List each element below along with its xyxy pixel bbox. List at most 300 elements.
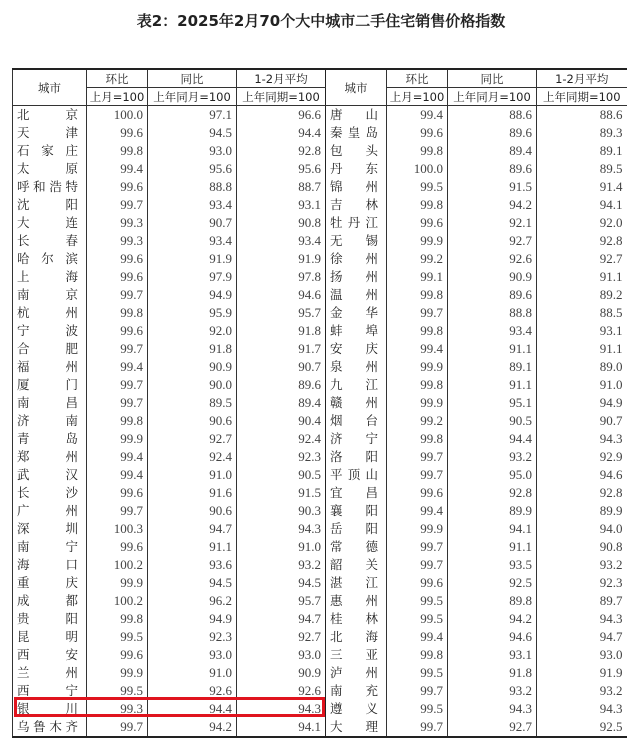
right-city-cell: 徐州	[326, 250, 387, 268]
left-mom-cell: 100.2	[87, 556, 148, 574]
right-city-cell: 牡丹江	[326, 214, 387, 232]
left-city-cell: 广州	[13, 502, 87, 520]
right-city-cell: 赣州	[326, 394, 387, 412]
header-yoy: 同比	[448, 69, 537, 88]
right-yoy-cell: 94.2	[448, 196, 537, 214]
right-city-cell: 岳阳	[326, 520, 387, 538]
right-yoy-cell: 93.1	[448, 646, 537, 664]
left-yoy-cell: 92.4	[148, 448, 237, 466]
left-mom-cell: 99.7	[87, 718, 148, 737]
left-avg-cell: 97.8	[237, 268, 326, 286]
right-avg-cell: 91.1	[537, 268, 627, 286]
left-yoy-cell: 90.9	[148, 358, 237, 376]
right-avg-cell: 91.1	[537, 340, 627, 358]
left-avg-cell: 91.0	[237, 538, 326, 556]
left-yoy-cell: 97.9	[148, 268, 237, 286]
header-city: 城市	[326, 69, 387, 106]
left-mom-cell: 99.6	[87, 484, 148, 502]
left-yoy-cell: 93.0	[148, 646, 237, 664]
left-mom-cell: 99.3	[87, 232, 148, 250]
table-row	[13, 142, 627, 160]
left-city-cell: 兰州	[13, 664, 87, 682]
right-mom-cell: 99.7	[387, 466, 448, 484]
left-avg-cell: 92.7	[237, 628, 326, 646]
left-yoy-cell: 93.0	[148, 142, 237, 160]
page-title: 表2：2025年2月70个大中城市二手住宅销售价格指数	[136, 12, 506, 30]
right-avg-cell: 94.0	[537, 520, 627, 538]
left-mom-cell: 99.8	[87, 142, 148, 160]
left-avg-cell: 94.3	[237, 520, 326, 538]
left-mom-cell: 99.4	[87, 448, 148, 466]
table-row	[13, 502, 627, 520]
right-mom-cell: 99.2	[387, 412, 448, 430]
left-avg-cell: 95.7	[237, 592, 326, 610]
left-avg-cell: 92.6	[237, 682, 326, 700]
right-mom-cell: 99.8	[387, 196, 448, 214]
header-mom-base: 上月=100	[87, 88, 148, 106]
right-avg-cell: 89.0	[537, 358, 627, 376]
right-mom-cell: 99.5	[387, 664, 448, 682]
left-mom-cell: 99.6	[87, 178, 148, 196]
left-avg-cell: 91.8	[237, 322, 326, 340]
right-mom-cell: 99.6	[387, 214, 448, 232]
header-city: 城市	[13, 69, 87, 106]
right-avg-cell: 92.8	[537, 232, 627, 250]
right-avg-cell: 94.3	[537, 610, 627, 628]
right-avg-cell: 90.7	[537, 412, 627, 430]
right-avg-cell: 94.9	[537, 394, 627, 412]
right-mom-cell: 99.6	[387, 574, 448, 592]
table-body	[13, 106, 627, 738]
left-avg-cell: 89.4	[237, 394, 326, 412]
right-yoy-cell: 88.6	[448, 106, 537, 125]
left-yoy-cell: 91.0	[148, 466, 237, 484]
right-mom-cell: 99.5	[387, 592, 448, 610]
right-avg-cell: 93.2	[537, 682, 627, 700]
left-city-cell: 深圳	[13, 520, 87, 538]
right-yoy-cell: 94.3	[448, 700, 537, 718]
right-mom-cell: 99.8	[387, 286, 448, 304]
left-mom-cell: 100.3	[87, 520, 148, 538]
right-avg-cell: 92.5	[537, 718, 627, 737]
right-mom-cell: 99.6	[387, 484, 448, 502]
header-yoy-base: 上年同月=100	[148, 88, 237, 106]
left-city-cell: 乌鲁木齐	[13, 718, 87, 737]
table-row	[13, 484, 627, 502]
left-yoy-cell: 95.9	[148, 304, 237, 322]
left-city-cell: 宁波	[13, 322, 87, 340]
left-avg-cell: 92.4	[237, 430, 326, 448]
header-mom: 环比	[87, 69, 148, 88]
left-city-cell: 银川	[13, 700, 87, 718]
right-avg-cell: 93.1	[537, 322, 627, 340]
left-avg-cell: 94.1	[237, 718, 326, 737]
left-mom-cell: 99.6	[87, 250, 148, 268]
left-mom-cell: 99.5	[87, 682, 148, 700]
left-avg-cell: 90.3	[237, 502, 326, 520]
right-city-cell: 济宁	[326, 430, 387, 448]
left-yoy-cell: 91.8	[148, 340, 237, 358]
right-yoy-cell: 92.7	[448, 718, 537, 737]
right-yoy-cell: 91.1	[448, 538, 537, 556]
left-yoy-cell: 90.0	[148, 376, 237, 394]
right-yoy-cell: 89.6	[448, 286, 537, 304]
left-yoy-cell: 94.4	[148, 700, 237, 718]
left-mom-cell: 99.7	[87, 502, 148, 520]
right-yoy-cell: 92.7	[448, 232, 537, 250]
left-yoy-cell: 94.5	[148, 574, 237, 592]
right-avg-cell: 88.6	[537, 106, 627, 125]
right-mom-cell: 99.7	[387, 448, 448, 466]
right-mom-cell: 99.4	[387, 502, 448, 520]
right-avg-cell: 94.3	[537, 700, 627, 718]
right-city-cell: 桂林	[326, 610, 387, 628]
left-mom-cell: 99.6	[87, 268, 148, 286]
right-city-cell: 三亚	[326, 646, 387, 664]
table-row	[13, 214, 627, 232]
right-yoy-cell: 94.6	[448, 628, 537, 646]
left-city-cell: 长春	[13, 232, 87, 250]
right-yoy-cell: 89.8	[448, 592, 537, 610]
right-yoy-cell: 89.6	[448, 160, 537, 178]
left-yoy-cell: 97.1	[148, 106, 237, 125]
right-city-cell: 洛阳	[326, 448, 387, 466]
left-avg-cell: 91.5	[237, 484, 326, 502]
right-yoy-cell: 91.5	[448, 178, 537, 196]
left-avg-cell: 94.7	[237, 610, 326, 628]
right-yoy-cell: 95.1	[448, 394, 537, 412]
left-mom-cell: 99.7	[87, 340, 148, 358]
left-city-cell: 上海	[13, 268, 87, 286]
left-mom-cell: 99.4	[87, 466, 148, 484]
left-yoy-cell: 93.4	[148, 232, 237, 250]
right-yoy-cell: 91.1	[448, 376, 537, 394]
right-mom-cell: 99.7	[387, 304, 448, 322]
right-avg-cell: 92.8	[537, 484, 627, 502]
left-mom-cell: 99.5	[87, 628, 148, 646]
right-yoy-cell: 90.5	[448, 412, 537, 430]
right-mom-cell: 100.0	[387, 160, 448, 178]
left-avg-cell: 96.6	[237, 106, 326, 125]
table-row	[13, 232, 627, 250]
right-city-cell: 韶关	[326, 556, 387, 574]
left-mom-cell: 99.6	[87, 322, 148, 340]
left-avg-cell: 94.3	[237, 700, 326, 718]
right-avg-cell: 93.2	[537, 556, 627, 574]
left-city-cell: 大连	[13, 214, 87, 232]
right-city-cell: 北海	[326, 628, 387, 646]
left-mom-cell: 99.7	[87, 376, 148, 394]
right-mom-cell: 99.7	[387, 538, 448, 556]
left-avg-cell: 93.0	[237, 646, 326, 664]
left-city-cell: 沈阳	[13, 196, 87, 214]
left-city-cell: 哈尔滨	[13, 250, 87, 268]
right-city-cell: 无锡	[326, 232, 387, 250]
left-city-cell: 南宁	[13, 538, 87, 556]
right-yoy-cell: 94.1	[448, 520, 537, 538]
left-yoy-cell: 90.6	[148, 412, 237, 430]
right-city-cell: 大理	[326, 718, 387, 737]
right-mom-cell: 99.6	[387, 124, 448, 142]
table-row	[13, 268, 627, 286]
left-yoy-cell: 96.2	[148, 592, 237, 610]
left-avg-cell: 95.6	[237, 160, 326, 178]
left-city-cell: 厦门	[13, 376, 87, 394]
right-mom-cell: 99.4	[387, 106, 448, 125]
left-mom-cell: 99.7	[87, 286, 148, 304]
right-avg-cell: 89.7	[537, 592, 627, 610]
left-city-cell: 昆明	[13, 628, 87, 646]
left-avg-cell: 95.7	[237, 304, 326, 322]
table-row	[13, 556, 627, 574]
right-city-cell: 吉林	[326, 196, 387, 214]
left-avg-cell: 90.5	[237, 466, 326, 484]
right-avg-cell: 91.4	[537, 178, 627, 196]
right-city-cell: 泸州	[326, 664, 387, 682]
left-yoy-cell: 90.7	[148, 214, 237, 232]
left-avg-cell: 90.8	[237, 214, 326, 232]
left-avg-cell: 94.6	[237, 286, 326, 304]
table-row	[13, 466, 627, 484]
right-mom-cell: 99.8	[387, 430, 448, 448]
left-yoy-cell: 89.5	[148, 394, 237, 412]
table-row	[13, 340, 627, 358]
left-avg-cell: 91.7	[237, 340, 326, 358]
left-mom-cell: 99.8	[87, 304, 148, 322]
right-city-cell: 烟台	[326, 412, 387, 430]
left-city-cell: 呼和浩特	[13, 178, 87, 196]
right-city-cell: 锦州	[326, 178, 387, 196]
left-mom-cell: 99.6	[87, 124, 148, 142]
left-yoy-cell: 88.8	[148, 178, 237, 196]
right-avg-cell: 92.9	[537, 448, 627, 466]
left-city-cell: 长沙	[13, 484, 87, 502]
right-city-cell: 唐山	[326, 106, 387, 125]
left-mom-cell: 99.9	[87, 430, 148, 448]
right-avg-cell: 94.3	[537, 430, 627, 448]
right-avg-cell: 94.7	[537, 628, 627, 646]
table-row	[13, 304, 627, 322]
table-row	[13, 196, 627, 214]
left-city-cell: 济南	[13, 412, 87, 430]
left-avg-cell: 93.1	[237, 196, 326, 214]
header-yoy: 同比	[148, 69, 237, 88]
left-yoy-cell: 94.9	[148, 610, 237, 628]
right-mom-cell: 99.5	[387, 178, 448, 196]
left-avg-cell: 94.5	[237, 574, 326, 592]
left-city-cell: 西安	[13, 646, 87, 664]
left-yoy-cell: 91.6	[148, 484, 237, 502]
right-yoy-cell: 92.8	[448, 484, 537, 502]
left-city-cell: 杭州	[13, 304, 87, 322]
header-avg: 1-2月平均	[237, 69, 326, 88]
right-yoy-cell: 91.1	[448, 340, 537, 358]
right-yoy-cell: 94.2	[448, 610, 537, 628]
right-city-cell: 湛江	[326, 574, 387, 592]
header-avg-base: 上年同期=100	[537, 88, 627, 106]
right-city-cell: 安庆	[326, 340, 387, 358]
table-row	[13, 448, 627, 466]
left-avg-cell: 93.2	[237, 556, 326, 574]
table-row	[13, 412, 627, 430]
right-avg-cell: 92.0	[537, 214, 627, 232]
left-avg-cell: 91.9	[237, 250, 326, 268]
right-avg-cell: 94.1	[537, 196, 627, 214]
header-avg: 1-2月平均	[537, 69, 627, 88]
right-mom-cell: 99.2	[387, 250, 448, 268]
left-yoy-cell: 93.6	[148, 556, 237, 574]
left-city-cell: 成都	[13, 592, 87, 610]
table-row	[13, 610, 627, 628]
left-city-cell: 海口	[13, 556, 87, 574]
left-yoy-cell: 94.5	[148, 124, 237, 142]
left-avg-cell: 92.3	[237, 448, 326, 466]
left-city-cell: 青岛	[13, 430, 87, 448]
right-avg-cell: 92.7	[537, 250, 627, 268]
left-mom-cell: 99.6	[87, 538, 148, 556]
right-yoy-cell: 89.9	[448, 502, 537, 520]
left-city-cell: 郑州	[13, 448, 87, 466]
left-mom-cell: 99.8	[87, 610, 148, 628]
left-mom-cell: 99.7	[87, 394, 148, 412]
right-mom-cell: 99.8	[387, 142, 448, 160]
left-avg-cell: 93.4	[237, 232, 326, 250]
right-city-cell: 包头	[326, 142, 387, 160]
right-avg-cell: 89.1	[537, 142, 627, 160]
header-avg-base: 上年同期=100	[237, 88, 326, 106]
left-mom-cell: 99.6	[87, 646, 148, 664]
right-yoy-cell: 92.6	[448, 250, 537, 268]
table-row	[13, 628, 627, 646]
highlight-box	[14, 697, 325, 717]
table-row	[13, 322, 627, 340]
right-city-cell: 九江	[326, 376, 387, 394]
right-yoy-cell: 93.2	[448, 448, 537, 466]
right-city-cell: 秦皇岛	[326, 124, 387, 142]
left-yoy-cell: 94.7	[148, 520, 237, 538]
right-yoy-cell: 90.9	[448, 268, 537, 286]
right-mom-cell: 99.4	[387, 340, 448, 358]
table-row	[13, 718, 627, 737]
right-yoy-cell: 91.8	[448, 664, 537, 682]
right-mom-cell: 99.9	[387, 394, 448, 412]
table-row	[13, 520, 627, 538]
right-city-cell: 南充	[326, 682, 387, 700]
right-avg-cell: 90.8	[537, 538, 627, 556]
right-yoy-cell: 92.1	[448, 214, 537, 232]
left-city-cell: 太原	[13, 160, 87, 178]
left-city-cell: 重庆	[13, 574, 87, 592]
left-yoy-cell: 93.4	[148, 196, 237, 214]
right-mom-cell: 99.4	[387, 628, 448, 646]
left-city-cell: 天津	[13, 124, 87, 142]
price-index-table	[12, 68, 627, 738]
left-city-cell: 福州	[13, 358, 87, 376]
right-avg-cell: 89.5	[537, 160, 627, 178]
table-row	[13, 664, 627, 682]
right-yoy-cell: 93.2	[448, 682, 537, 700]
table-row	[13, 160, 627, 178]
left-mom-cell: 99.7	[87, 196, 148, 214]
left-avg-cell: 90.4	[237, 412, 326, 430]
table-row	[13, 430, 627, 448]
right-city-cell: 温州	[326, 286, 387, 304]
left-city-cell: 武汉	[13, 466, 87, 484]
left-mom-cell: 99.4	[87, 358, 148, 376]
right-avg-cell: 91.9	[537, 664, 627, 682]
table-row	[13, 376, 627, 394]
table-row	[13, 124, 627, 142]
right-avg-cell: 92.3	[537, 574, 627, 592]
right-avg-cell: 93.0	[537, 646, 627, 664]
right-yoy-cell: 93.5	[448, 556, 537, 574]
right-avg-cell: 94.6	[537, 466, 627, 484]
left-mom-cell: 100.2	[87, 592, 148, 610]
right-avg-cell: 91.0	[537, 376, 627, 394]
right-mom-cell: 99.8	[387, 646, 448, 664]
right-city-cell: 襄阳	[326, 502, 387, 520]
left-yoy-cell: 94.2	[148, 718, 237, 737]
right-city-cell: 宜昌	[326, 484, 387, 502]
right-city-cell: 常德	[326, 538, 387, 556]
table-row	[13, 178, 627, 196]
left-city-cell: 南京	[13, 286, 87, 304]
right-city-cell: 蚌埠	[326, 322, 387, 340]
left-city-cell: 贵阳	[13, 610, 87, 628]
left-mom-cell: 99.3	[87, 700, 148, 718]
left-yoy-cell: 92.7	[148, 430, 237, 448]
header-yoy-base: 上年同月=100	[448, 88, 537, 106]
right-yoy-cell: 95.0	[448, 466, 537, 484]
left-yoy-cell: 92.6	[148, 682, 237, 700]
left-mom-cell: 99.9	[87, 574, 148, 592]
left-yoy-cell: 92.3	[148, 628, 237, 646]
right-mom-cell: 99.7	[387, 718, 448, 737]
table-row	[13, 250, 627, 268]
left-avg-cell: 92.8	[237, 142, 326, 160]
table-row	[13, 286, 627, 304]
right-yoy-cell: 89.6	[448, 124, 537, 142]
right-mom-cell: 99.7	[387, 556, 448, 574]
table-row	[13, 574, 627, 592]
left-avg-cell: 90.9	[237, 664, 326, 682]
right-avg-cell: 89.2	[537, 286, 627, 304]
left-city-cell: 北京	[13, 106, 87, 125]
left-yoy-cell: 91.1	[148, 538, 237, 556]
left-mom-cell: 99.8	[87, 412, 148, 430]
right-mom-cell: 99.9	[387, 358, 448, 376]
right-city-cell: 丹东	[326, 160, 387, 178]
left-mom-cell: 100.0	[87, 106, 148, 125]
right-avg-cell: 88.5	[537, 304, 627, 322]
table-row	[13, 394, 627, 412]
right-mom-cell: 99.9	[387, 520, 448, 538]
right-yoy-cell: 89.1	[448, 358, 537, 376]
left-mom-cell: 99.4	[87, 160, 148, 178]
left-yoy-cell: 91.0	[148, 664, 237, 682]
right-city-cell: 扬州	[326, 268, 387, 286]
right-yoy-cell: 88.8	[448, 304, 537, 322]
right-mom-cell: 99.5	[387, 610, 448, 628]
right-mom-cell: 99.5	[387, 700, 448, 718]
header-mom: 环比	[387, 69, 448, 88]
left-city-cell: 西宁	[13, 682, 87, 700]
left-yoy-cell: 94.9	[148, 286, 237, 304]
left-mom-cell: 99.3	[87, 214, 148, 232]
left-city-cell: 合肥	[13, 340, 87, 358]
table-row	[13, 538, 627, 556]
left-yoy-cell: 90.6	[148, 502, 237, 520]
